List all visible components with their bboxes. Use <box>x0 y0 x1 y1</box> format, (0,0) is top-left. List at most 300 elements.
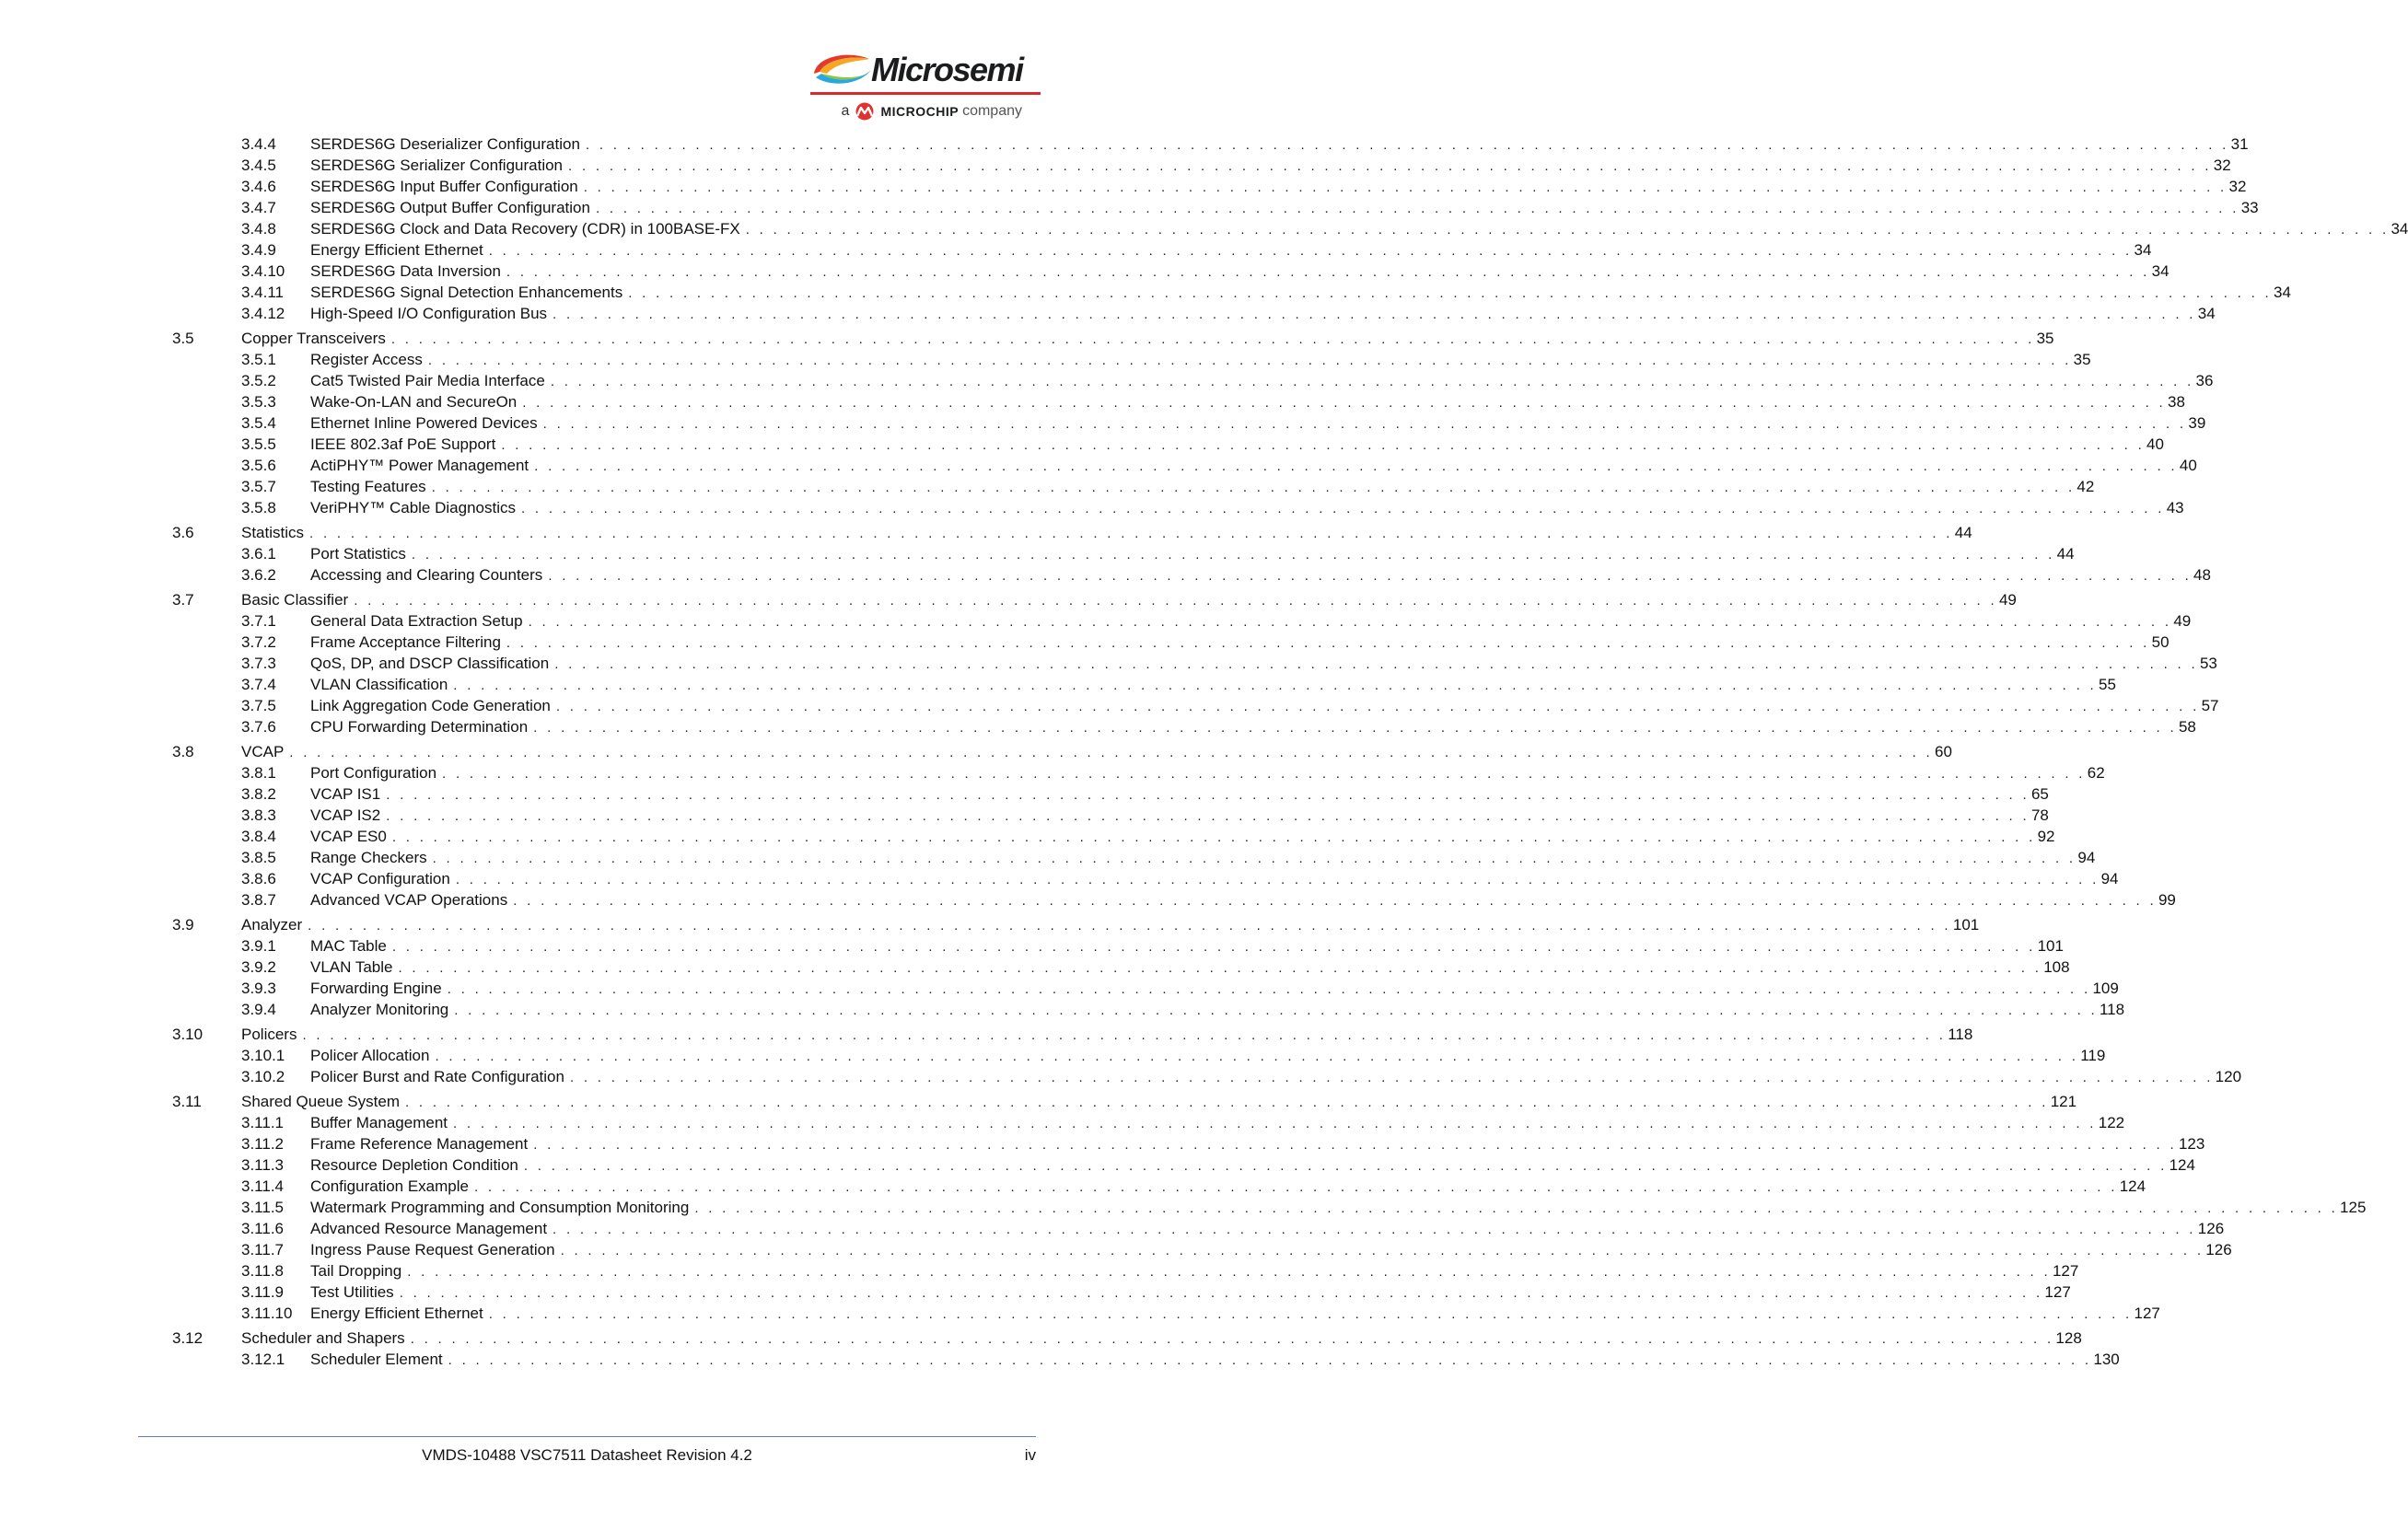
toc-dot-leader: . . . . . . . . . . . . . . . . . . . . . . . . . . . . . . . . . . . . . . . . . . . . . . . . . . . . . . . . . . . . . . . . . . . . . . . . . . . . . . . . . . . . . . . . . . . . . . . . . . . . . . . . . . . . . . . . . . . . . . . . <box>542 416 2187 432</box>
toc-entry-page[interactable]: 92 <box>2037 828 2055 845</box>
toc-entry-title[interactable]: Test Utilities <box>310 1283 394 1301</box>
toc-dot-leader: . . . . . . . . . . . . . . . . . . . . . . . . . . . . . . . . . . . . . . . . . . . . . . . . . . . . . . . . . . . . . . . . . . . . . . . . . . . . . . . . . . . . . . . . . . . . . . . . . . . . . . . . . . . . . . . . . . . . . . . . <box>553 307 2196 322</box>
toc-dot-leader: . . . . . . . . . . . . . . . . . . . . . . . . . . . . . . . . . . . . . . . . . . . . . . . . . . . . . . . . . . . . . . . . . . . . . . . . . . . . . . . . . . . . . . . . . . . . . . . . . . . . . . . . . . . . . . . . . . . . . . . . <box>554 656 2198 672</box>
toc-entry-title[interactable]: IEEE 802.3af PoE Support <box>310 435 496 453</box>
toc-dot-leader: . . . . . . . . . . . . . . . . . . . . . . . . . . . . . . . . . . . . . . . . . . . . . . . . . . . . . . . . . . . . . . . . . . . . . . . . . . . . . . . . . . . . . . . . . . . . . . . . . . . . . . . . . . . . . . . . . . . . . . . . <box>442 766 2086 782</box>
toc-entry-line <box>310 434 2164 456</box>
toc-entry[interactable] <box>0 1045 2106 1066</box>
toc-entry-number: 3.10.1 <box>241 1047 285 1064</box>
toc-entry[interactable] <box>0 1218 2225 1239</box>
toc-entry-page[interactable]: 43 <box>2166 499 2184 516</box>
toc-entry[interactable] <box>0 914 1980 935</box>
toc-entry-title[interactable]: Policer Allocation <box>310 1047 430 1064</box>
toc-entry-title[interactable]: VLAN Table <box>310 958 393 976</box>
toc-entry[interactable] <box>0 391 2185 412</box>
toc-dot-leader: . . . . . . . . . . . . . . . . . . . . . . . . . . . . . . . . . . . . . . . . . . . . . . . . . . . . . . . . . . . . . . . . . . . . . . . . . . . . . . . . . . . . . . . . . . . . . . . . . . . . . . . . . . . . . . . . . . . . . . . . <box>386 787 2030 803</box>
toc-dot-leader: . . . . . . . . . . . . . . . . . . . . . . . . . . . . . . . . . . . . . . . . . . . . . . . . . . . . . . . . . . . . . . . . . . . . . . . . . . . . . . . . . . . . . . . . . . . . . . . . . . . . . . . . . . . . . . . . . . . . . . . . <box>411 547 2055 562</box>
toc-entry-number: 3.9 <box>172 916 194 933</box>
toc-entry[interactable] <box>0 133 2249 155</box>
toc-entry-line <box>310 783 2049 806</box>
toc-entry-line <box>310 1154 2195 1177</box>
toc-entry-title[interactable]: Advanced Resource Management <box>310 1220 548 1237</box>
toc-dot-leader: . . . . . . . . . . . . . . . . . . . . . . . . . . . . . . . . . . . . . . . . . . . . . . . . . . . . . . . . . . . . . . . . . . . . . . . . . . . . . . . . . . . . . . . . . . . . . . . . . . . . . . . . . . . . . . . . . . . . . . . . <box>473 1179 2118 1195</box>
toc-entry-number: 3.8.7 <box>241 891 276 909</box>
toc-entry-page[interactable]: 121 <box>2050 1093 2077 1110</box>
toc-entry-line <box>310 218 2408 240</box>
toc-entry-line <box>310 1112 2125 1134</box>
toc-dot-leader: . . . . . . . . . . . . . . . . . . . . . . . . . . . . . . . . . . . . . . . . . . . . . . . . . . . . . . . . . . . . . . . . . . . . . . . . . . . . . . . . . . . . . . . . . . . . . . . . . . . . . . . . . . . . . . . . . . . . . . . . <box>595 201 2239 216</box>
toc-entry-page[interactable]: 123 <box>2178 1135 2205 1153</box>
toc-entry-line <box>310 1303 2160 1325</box>
tagline-suffix: company <box>962 103 1022 119</box>
toc-entry-number: 3.6.2 <box>241 566 276 584</box>
toc-entry[interactable] <box>0 783 2049 805</box>
toc-entry-title[interactable]: ActiPHY™ Power Management <box>310 457 529 474</box>
toc-dot-leader: . . . . . . . . . . . . . . . . . . . . . . . . . . . . . . . . . . . . . . . . . . . . . . . . . . . . . . . . . . . . . . . . . . . . . . . . . . . . . . . . . . . . . . . . . . . . . . . . . . . . . . . . . . . . . . . . . . . . . . . . <box>513 893 2157 909</box>
toc-entry-page[interactable]: 31 <box>2230 135 2249 153</box>
toc-entry-title[interactable]: Register Access <box>310 351 423 368</box>
toc-dot-leader: . . . . . . . . . . . . . . . . . . . . . . . . . . . . . . . . . . . . . . . . . . . . . . . . . . . . . . . . . . . . . . . . . . . . . . . . . . . . . . . . . . . . . . . . . . . . . . . . . . . . . . . . . . . . . . . . . . . . . . . . <box>407 1264 2051 1280</box>
toc-dot-leader: . . . . . . . . . . . . . . . . . . . . . . . . . . . . . . . . . . . . . . . . . . . . . . . . . . . . . . . . . . . . . . . . . . . . . . . . . . . . . . . . . . . . . . . . . . . . . . . . . . . . . . . . . . . . . . . . . . . . . . . . <box>534 458 2178 474</box>
toc-entry-title[interactable]: Analyzer Monitoring <box>310 1001 449 1018</box>
toc-dot-leader: . . . . . . . . . . . . . . . . . . . . . . . . . . . . . . . . . . . . . . . . . . . . . . . . . . . . . . . . . . . . . . . . . . . . . . . . . . . . . . . . . . . . . . . . . . . . . . . . . . . . . . . . . . . . . . . . . . . . . . . . <box>447 981 2091 997</box>
toc-entry-number: 3.8.1 <box>241 764 276 782</box>
toc-entry-line <box>310 695 2219 717</box>
toc-entry-page[interactable]: 53 <box>2199 655 2217 672</box>
toc-entry-page[interactable]: 62 <box>2087 764 2105 782</box>
toc-entry-page[interactable]: 34 <box>2134 241 2152 259</box>
toc-entry-title[interactable]: Energy Efficient Ethernet <box>310 1304 483 1322</box>
toc-entry-line <box>310 497 2184 519</box>
toc-dot-leader: . . . . . . . . . . . . . . . . . . . . . . . . . . . . . . . . . . . . . . . . . . . . . . . . . . . . . . . . . . . . . . . . . . . . . . . . . . . . . . . . . . . . . . . . . . . . . . . . . . . . . . . . . . . . . . . . . . . . . . . . <box>354 593 1997 609</box>
toc-entry-title[interactable]: QoS, DP, and DSCP Classification <box>310 655 550 672</box>
toc-entry-line <box>310 610 2192 632</box>
toc-entry-title[interactable]: Range Checkers <box>310 849 427 866</box>
toc-entry-line <box>310 303 2216 325</box>
toc-entry-number: 3.11.8 <box>241 1262 285 1280</box>
toc-entry-line <box>310 889 2176 911</box>
toc-entry-page[interactable]: 128 <box>2055 1329 2082 1347</box>
toc-entry-page[interactable]: 130 <box>2093 1351 2120 1368</box>
toc-entry[interactable] <box>0 282 2291 303</box>
toc-entry-line <box>310 957 2070 979</box>
toc-entry[interactable] <box>0 349 2091 370</box>
toc-entry-title[interactable]: Scheduler and Shapers <box>241 1329 405 1347</box>
toc-entry-line <box>310 1349 2120 1371</box>
toc-entry-page[interactable]: 36 <box>2195 372 2214 389</box>
toc-entry-line <box>241 522 1972 544</box>
toc-entry-number: 3.8.2 <box>241 785 276 803</box>
toc-entry[interactable] <box>0 1303 2160 1324</box>
toc-entry-page[interactable]: 94 <box>2077 849 2096 866</box>
toc-entry-number: 3.7.6 <box>241 718 276 736</box>
toc-entry-number: 3.4.6 <box>241 178 276 195</box>
microchip-icon <box>853 102 877 121</box>
toc-entry-line <box>241 741 1952 763</box>
toc-entry-line <box>310 176 2247 198</box>
toc-entry-number: 3.8 <box>172 743 194 760</box>
toc-entry-line <box>310 716 2196 738</box>
toc-entry[interactable] <box>0 1091 2077 1112</box>
toc-entry[interactable] <box>0 695 2219 716</box>
toc-entry[interactable] <box>0 889 2176 910</box>
toc-entry-number: 3.5.5 <box>241 435 276 453</box>
toc-entry-title[interactable]: VCAP IS2 <box>310 806 381 824</box>
toc-entry-title[interactable]: Ethernet Inline Powered Devices <box>310 414 538 432</box>
toc-dot-leader: . . . . . . . . . . . . . . . . . . . . . . . . . . . . . . . . . . . . . . . . . . . . . . . . . . . . . . . . . . . . . . . . . . . . . . . . . . . . . . . . . . . . . . . . . . . . . . . . . . . . . . . . . . . . . . . . . . . . . . . . <box>745 222 2390 238</box>
toc-entry-line <box>310 1218 2225 1240</box>
toc-entry-page[interactable]: 32 <box>2213 157 2231 174</box>
toc-entry-line <box>310 999 2125 1021</box>
footer-divider <box>138 1436 1036 1437</box>
toc-entry-page[interactable]: 35 <box>2036 330 2054 347</box>
toc-entry-line <box>310 805 2049 827</box>
toc-entry[interactable] <box>0 328 2054 349</box>
toc-entry-page[interactable]: 124 <box>2119 1177 2146 1195</box>
toc-entry-line <box>241 1091 2077 1113</box>
toc-entry-page[interactable]: 99 <box>2158 891 2176 909</box>
toc-entry-page[interactable]: 57 <box>2201 697 2219 714</box>
toc-entry-title[interactable]: Configuration Example <box>310 1177 469 1195</box>
toc-entry[interactable] <box>0 589 2017 610</box>
toc-entry-title[interactable]: VLAN Classification <box>310 676 448 693</box>
toc-dot-leader: . . . . . . . . . . . . . . . . . . . . . . . . . . . . . . . . . . . . . . . . . . . . . . . . . . . . . . . . . . . . . . . . . . . . . . . . . . . . . . . . . . . . . . . . . . . . . . . . . . . . . . . . . . . . . . . . . . . . . . . . <box>390 331 2035 347</box>
toc-dot-leader: . . . . . . . . . . . . . . . . . . . . . . . . . . . . . . . . . . . . . . . . . . . . . . . . . . . . . . . . . . . . . . . . . . . . . . . . . . . . . . . . . . . . . . . . . . . . . . . . . . . . . . . . . . . . . . . . . . . . . . . . <box>520 501 2165 516</box>
toc-entry[interactable] <box>0 632 2170 653</box>
toc-entry-title[interactable]: Advanced VCAP Operations <box>310 891 508 909</box>
toc-entry-number: 3.4.7 <box>241 199 276 216</box>
toc-entry-page[interactable]: 126 <box>2205 1241 2232 1258</box>
toc-entry-line <box>310 370 2214 392</box>
toc-entry-line <box>310 1066 2242 1088</box>
toc-entry-line <box>241 589 2017 611</box>
toc-entry-title[interactable]: Basic Classifier <box>241 591 349 609</box>
toc-entry-line <box>310 653 2217 675</box>
toc-entry-number: 3.9.2 <box>241 958 276 976</box>
toc-entry-title[interactable]: Link Aggregation Code Generation <box>310 697 551 714</box>
toc-entry-page[interactable]: 108 <box>2043 958 2070 976</box>
toc-entry[interactable] <box>0 497 2184 518</box>
toc-entry-page[interactable]: 34 <box>2151 262 2170 280</box>
toc-entry-page[interactable]: 34 <box>2391 220 2408 238</box>
toc-entry[interactable] <box>0 1328 2082 1349</box>
toc-entry-number: 3.4.8 <box>241 220 276 238</box>
toc-entry[interactable] <box>0 455 2197 476</box>
toc-entry-page[interactable]: 94 <box>2100 870 2119 887</box>
toc-entry-number: 3.11.2 <box>241 1135 285 1153</box>
toc-entry-number: 3.10 <box>172 1026 204 1043</box>
toc-entry[interactable] <box>0 999 2125 1020</box>
toc-entry-page[interactable]: 34 <box>2197 305 2216 322</box>
toc-dot-leader: . . . . . . . . . . . . . . . . . . . . . . . . . . . . . . . . . . . . . . . . . . . . . . . . . . . . . . . . . . . . . . . . . . . . . . . . . . . . . . . . . . . . . . . . . . . . . . . . . . . . . . . . . . . . . . . . . . . . . . . . <box>533 720 2177 736</box>
toc-dot-leader: . . . . . . . . . . . . . . . . . . . . . . . . . . . . . . . . . . . . . . . . . . . . . . . . . . . . . . . . . . . . . . . . . . . . . . . . . . . . . . . . . . . . . . . . . . . . . . . . . . . . . . . . . . . . . . . . . . . . . . . . <box>555 699 2200 714</box>
toc-entry-page[interactable]: 40 <box>2179 457 2197 474</box>
toc-entry[interactable] <box>0 1024 1973 1045</box>
toc-dot-leader: . . . . . . . . . . . . . . . . . . . . . . . . . . . . . . . . . . . . . . . . . . . . . . . . . . . . . . . . . . . . . . . . . . . . . . . . . . . . . . . . . . . . . . . . . . . . . . . . . . . . . . . . . . . . . . . . . . . . . . . . <box>391 939 2036 955</box>
toc-entry[interactable] <box>0 543 2075 564</box>
toc-entry-line <box>310 978 2119 1000</box>
toc-entry[interactable] <box>0 805 2049 826</box>
toc-entry-number: 3.11.7 <box>241 1241 285 1258</box>
toc-entry-number: 3.4.10 <box>241 262 285 280</box>
toc-entry-page[interactable]: 125 <box>2340 1199 2367 1216</box>
toc-dot-leader: . . . . . . . . . . . . . . . . . . . . . . . . . . . . . . . . . . . . . . . . . . . . . . . . . . . . . . . . . . . . . . . . . . . . . . . . . . . . . . . . . . . . . . . . . . . . . . . . . . . . . . . . . . . . . . . . . . . . . . . . <box>455 872 2100 887</box>
toc-entry-title[interactable]: High-Speed I/O Configuration Bus <box>310 305 548 322</box>
toc-entry-number: 3.12.1 <box>241 1351 285 1368</box>
toc-entry-page[interactable]: 44 <box>1954 524 1972 541</box>
toc-entry-number: 3.8.4 <box>241 828 276 845</box>
toc-dot-leader: . . . . . . . . . . . . . . . . . . . . . . . . . . . . . . . . . . . . . . . . . . . . . . . . . . . . . . . . . . . . . . . . . . . . . . . . . . . . . . . . . . . . . . . . . . . . . . . . . . . . . . . . . . . . . . . . . . . . . . . . <box>289 745 1934 760</box>
toc-entry-title[interactable]: Testing Features <box>310 478 426 495</box>
toc-entry[interactable] <box>0 610 2192 632</box>
toc-entry-title[interactable]: Analyzer <box>241 916 303 933</box>
toc-entry-line <box>241 1328 2082 1350</box>
toc-entry-title[interactable]: Wake-On-LAN and SecureOn <box>310 393 518 411</box>
toc-entry-line <box>310 261 2170 283</box>
toc-entry-page[interactable]: 34 <box>2273 284 2291 301</box>
toc-entry-number: 3.11.9 <box>241 1283 285 1301</box>
toc-entry[interactable] <box>0 762 2105 783</box>
toc-dot-leader: . . . . . . . . . . . . . . . . . . . . . . . . . . . . . . . . . . . . . . . . . . . . . . . . . . . . . . . . . . . . . . . . . . . . . . . . . . . . . . . . . . . . . . . . . . . . . . . . . . . . . . . . . . . . . . . . . . . . . . . . <box>453 1116 2097 1131</box>
toc-entry-line <box>310 868 2119 890</box>
toc-entry-title[interactable]: Frame Reference Management <box>310 1135 529 1153</box>
toc-dot-leader: . . . . . . . . . . . . . . . . . . . . . . . . . . . . . . . . . . . . . . . . . . . . . . . . . . . . . . . . . . . . . . . . . . . . . . . . . . . . . . . . . . . . . . . . . . . . . . . . . . . . . . . . . . . . . . . . . . . . . . . . <box>560 1243 2204 1258</box>
toc-entry[interactable] <box>0 197 2259 218</box>
toc-entry-number: 3.9.4 <box>241 1001 276 1018</box>
tagline-prefix: a <box>841 103 850 119</box>
toc-entry-title[interactable]: VCAP ES0 <box>310 828 387 845</box>
toc-entry-title[interactable]: Statistics <box>241 524 305 541</box>
toc-entry-page[interactable]: 101 <box>2037 937 2064 955</box>
toc-dot-leader: . . . . . . . . . . . . . . . . . . . . . . . . . . . . . . . . . . . . . . . . . . . . . . . . . . . . . . . . . . . . . . . . . . . . . . . . . . . . . . . . . . . . . . . . . . . . . . . . . . . . . . . . . . . . . . . . . . . . . . . . <box>506 264 2150 280</box>
toc-entry[interactable] <box>0 412 2206 434</box>
toc-entry[interactable] <box>0 370 2214 391</box>
toc-entry[interactable] <box>0 674 2116 695</box>
toc-dot-leader: . . . . . . . . . . . . . . . . . . . . . . . . . . . . . . . . . . . . . . . . . . . . . . . . . . . . . . . . . . . . . . . . . . . . . . . . . . . . . . . . . . . . . . . . . . . . . . . . . . . . . . . . . . . . . . . . . . . . . . . . <box>694 1200 2339 1216</box>
toc-entry[interactable] <box>0 1176 2146 1197</box>
toc-entry-number: 3.9.3 <box>241 980 276 997</box>
toc-entry-page[interactable]: 32 <box>2228 178 2247 195</box>
toc-entry-page[interactable]: 60 <box>1935 743 1952 760</box>
toc-entry-title[interactable]: Copper Transceivers <box>241 330 386 347</box>
toc-entry-page[interactable]: 109 <box>2092 980 2119 997</box>
toc-entry-title[interactable]: Ingress Pause Request Generation <box>310 1241 555 1258</box>
toc-entry-page[interactable]: 120 <box>2215 1068 2242 1085</box>
toc-entry-number: 3.5.1 <box>241 351 276 368</box>
toc-entry-page[interactable]: 118 <box>2099 1001 2125 1018</box>
toc-entry[interactable] <box>0 1197 2367 1218</box>
toc-entry-title[interactable]: SERDES6G Output Buffer Configuration <box>310 199 590 216</box>
toc-dot-leader: . . . . . . . . . . . . . . . . . . . . . . . . . . . . . . . . . . . . . . . . . . . . . . . . . . . . . . . . . . . . . . . . . . . . . . . . . . . . . . . . . . . . . . . . . . . . . . . . . . . . . . . . . . . . . . . . . . . . . . . . <box>488 243 2133 259</box>
toc-entry[interactable] <box>0 1154 2195 1176</box>
toc-entry[interactable] <box>0 155 2231 176</box>
toc-dot-leader: . . . . . . . . . . . . . . . . . . . . . . . . . . . . . . . . . . . . . . . . . . . . . . . . . . . . . . . . . . . . . . . . . . . . . . . . . . . . . . . . . . . . . . . . . . . . . . . . . . . . . . . . . . . . . . . . . . . . . . . . <box>533 1137 2177 1153</box>
toc-entry[interactable] <box>0 564 2211 586</box>
toc-entry-page[interactable]: 124 <box>2169 1156 2195 1174</box>
toc-entry-line <box>310 762 2105 784</box>
toc-entry-page[interactable]: 49 <box>1998 591 2017 609</box>
toc-entry[interactable] <box>0 847 2096 868</box>
toc-entry[interactable] <box>0 239 2152 261</box>
toc-entry-title[interactable]: SERDES6G Serializer Configuration <box>310 157 564 174</box>
toc-entry[interactable] <box>0 1281 2071 1303</box>
toc-entry-line <box>310 476 2095 498</box>
toc-dot-leader: . . . . . . . . . . . . . . . . . . . . . . . . . . . . . . . . . . . . . . . . . . . . . . . . . . . . . . . . . . . . . . . . . . . . . . . . . . . . . . . . . . . . . . . . . . . . . . . . . . . . . . . . . . . . . . . . . . . . . . . . <box>553 1222 2196 1237</box>
toc-entry[interactable] <box>0 261 2170 282</box>
toc-entry-page[interactable]: 38 <box>2167 393 2185 411</box>
toc-entry-page[interactable]: 118 <box>1948 1026 1973 1043</box>
toc-entry-number: 3.8.5 <box>241 849 276 866</box>
toc-entry-page[interactable]: 65 <box>2030 785 2049 803</box>
toc-entry[interactable] <box>0 434 2164 455</box>
toc-entry[interactable] <box>0 218 2408 239</box>
toc-entry-title[interactable]: General Data Extraction Setup <box>310 612 523 630</box>
toc-entry[interactable] <box>0 1349 2120 1370</box>
toc-entry-number: 3.6 <box>172 524 194 541</box>
toc-entry-title[interactable]: Watermark Programming and Consumption Monitoring <box>310 1199 690 1216</box>
toc-dot-leader: . . . . . . . . . . . . . . . . . . . . . . . . . . . . . . . . . . . . . . . . . . . . . . . . . . . . . . . . . . . . . . . . . . . . . . . . . . . . . . . . . . . . . . . . . . . . . . . . . . . . . . . . . . . . . . . . . . . . . . . . <box>404 1095 2049 1110</box>
toc-entry[interactable] <box>0 176 2247 197</box>
toc-entry-title[interactable]: Tail Dropping <box>310 1262 402 1280</box>
toc-entry-page[interactable]: 40 <box>2146 435 2164 453</box>
toc-entry-page[interactable]: 127 <box>2134 1304 2160 1322</box>
toc-dot-leader: . . . . . . . . . . . . . . . . . . . . . . . . . . . . . . . . . . . . . . . . . . . . . . . . . . . . . . . . . . . . . . . . . . . . . . . . . . . . . . . . . . . . . . . . . . . . . . . . . . . . . . . . . . . . . . . . . . . . . . . . <box>302 1027 1947 1043</box>
toc-entry-title[interactable]: VCAP IS1 <box>310 785 381 803</box>
toc-entry-number: 3.11.1 <box>241 1114 285 1131</box>
toc-dot-leader: . . . . . . . . . . . . . . . . . . . . . . . . . . . . . . . . . . . . . . . . . . . . . . . . . . . . . . . . . . . . . . . . . . . . . . . . . . . . . . . . . . . . . . . . . . . . . . . . . . . . . . . . . . . . . . . . . . . . . . . . <box>522 395 2166 411</box>
toc-entry[interactable] <box>0 1066 2242 1087</box>
toc-entry[interactable] <box>0 1112 2125 1133</box>
toc-entry-number: 3.5.7 <box>241 478 276 495</box>
toc-entry-title[interactable]: Forwarding Engine <box>310 980 442 997</box>
toc-entry-number: 3.11 <box>172 1093 202 1110</box>
toc-entry-title[interactable]: Frame Acceptance Filtering <box>310 633 501 651</box>
toc-entry-number: 3.11.10 <box>241 1304 293 1322</box>
toc-entry-title[interactable]: Scheduler Element <box>310 1351 443 1368</box>
toc-dot-leader: . . . . . . . . . . . . . . . . . . . . . . . . . . . . . . . . . . . . . . . . . . . . . . . . . . . . . . . . . . . . . . . . . . . . . . . . . . . . . . . . . . . . . . . . . . . . . . . . . . . . . . . . . . . . . . . . . . . . . . . . <box>427 353 2072 368</box>
toc-entry-title[interactable]: CPU Forwarding Determination <box>310 718 529 736</box>
toc-entry-number: 3.4.9 <box>241 241 276 259</box>
toc-dot-leader: . . . . . . . . . . . . . . . . . . . . . . . . . . . . . . . . . . . . . . . . . . . . . . . . . . . . . . . . . . . . . . . . . . . . . . . . . . . . . . . . . . . . . . . . . . . . . . . . . . . . . . . . . . . . . . . . . . . . . . . . <box>585 137 2229 153</box>
toc-entry[interactable] <box>0 868 2119 889</box>
toc-entry-title[interactable]: Port Configuration <box>310 764 437 782</box>
toc-entry-line <box>310 1133 2205 1155</box>
toc-entry-page[interactable]: 122 <box>2098 1114 2125 1131</box>
toc-entry-number: 3.8.6 <box>241 870 276 887</box>
toc-dot-leader: . . . . . . . . . . . . . . . . . . . . . . . . . . . . . . . . . . . . . . . . . . . . . . . . . . . . . . . . . . . . . . . . . . . . . . . . . . . . . . . . . . . . . . . . . . . . . . . . . . . . . . . . . . . . . . . . . . . . . . . . <box>435 1049 2079 1064</box>
toc-entry-page[interactable]: 101 <box>1952 916 1980 933</box>
toc-entry-title[interactable]: MAC Table <box>310 937 387 955</box>
toc-entry-title[interactable]: SERDES6G Signal Detection Enhancements <box>310 284 623 301</box>
toc-entry-line <box>310 455 2197 477</box>
toc-entry-line <box>310 826 2055 848</box>
toc-entry-title[interactable]: VCAP Configuration <box>310 870 450 887</box>
toc-entry-page[interactable]: 127 <box>2052 1262 2079 1280</box>
toc-entry[interactable] <box>0 957 2070 978</box>
toc-entry-title[interactable]: VCAP <box>241 743 285 760</box>
toc-entry-title[interactable]: SERDES6G Data Inversion <box>310 262 501 280</box>
toc-entry-title[interactable]: Policer Burst and Rate Configuration <box>310 1068 564 1085</box>
toc-entry-title[interactable]: Buffer Management <box>310 1114 448 1131</box>
toc-entry-page[interactable]: 50 <box>2151 633 2170 651</box>
toc-dot-leader: . . . . . . . . . . . . . . . . . . . . . . . . . . . . . . . . . . . . . . . . . . . . . . . . . . . . . . . . . . . . . . . . . . . . . . . . . . . . . . . . . . . . . . . . . . . . . . . . . . . . . . . . . . . . . . . . . . . . . . . . <box>523 1158 2168 1174</box>
toc-entry-number: 3.7.4 <box>241 676 276 693</box>
toc-entry-line <box>310 282 2291 304</box>
toc-entry[interactable] <box>0 716 2196 737</box>
toc-entry-line <box>310 935 2064 957</box>
toc-entry-line <box>241 1024 1973 1046</box>
toc-entry-title[interactable]: Port Statistics <box>310 545 406 562</box>
toc-entry-title[interactable]: VeriPHY™ Cable Diagnostics <box>310 499 516 516</box>
toc-dot-leader: . . . . . . . . . . . . . . . . . . . . . . . . . . . . . . . . . . . . . . . . . . . . . . . . . . . . . . . . . . . . . . . . . . . . . . . . . . . . . . . . . . . . . . . . . . . . . . . . . . . . . . . . . . . . . . . . . . . . . . . . <box>454 1003 2098 1018</box>
toc-entry[interactable] <box>0 935 2064 957</box>
toc-entry-page[interactable]: 35 <box>2073 351 2091 368</box>
toc-entry-page[interactable]: 55 <box>2099 676 2116 693</box>
toc-entry-page[interactable]: 58 <box>2178 718 2196 736</box>
toc-entry[interactable] <box>0 978 2119 999</box>
toc-dot-leader: . . . . . . . . . . . . . . . . . . . . . . . . . . . . . . . . . . . . . . . . . . . . . . . . . . . . . . . . . . . . . . . . . . . . . . . . . . . . . . . . . . . . . . . . . . . . . . . . . . . . . . . . . . . . . . . . . . . . . . . . <box>448 1352 2092 1368</box>
toc-entry[interactable] <box>0 303 2216 324</box>
footer-document-title: VMDS-10488 VSC7511 Datasheet Revision 4.2 <box>422 1446 752 1464</box>
toc-entry-page[interactable]: 44 <box>2056 545 2075 562</box>
toc-entry-page[interactable]: 119 <box>2080 1047 2106 1064</box>
toc-entry[interactable] <box>0 522 1972 543</box>
toc-entry-number: 3.10.2 <box>241 1068 285 1085</box>
toc-entry[interactable] <box>0 653 2217 674</box>
toc-entry-page[interactable]: 33 <box>2240 199 2259 216</box>
toc-entry-page[interactable]: 42 <box>2076 478 2095 495</box>
brand-name: Microsemi <box>871 51 1023 88</box>
toc-entry-page[interactable]: 126 <box>2197 1220 2225 1237</box>
toc-entry-title[interactable]: Resource Depletion Condition <box>310 1156 518 1174</box>
toc-entry[interactable] <box>0 741 1952 762</box>
toc-entry-page[interactable]: 49 <box>2173 612 2192 630</box>
toc-entry-title[interactable]: Cat5 Twisted Pair Media Interface <box>310 372 545 389</box>
toc-entry-title[interactable]: Energy Efficient Ethernet <box>310 241 483 259</box>
logo-divider <box>810 92 1041 95</box>
toc-entry-page[interactable]: 48 <box>2193 566 2211 584</box>
toc-dot-leader: . . . . . . . . . . . . . . . . . . . . . . . . . . . . . . . . . . . . . . . . . . . . . . . . . . . . . . . . . . . . . . . . . . . . . . . . . . . . . . . . . . . . . . . . . . . . . . . . . . . . . . . . . . . . . . . . . . . . . . . . <box>391 829 2036 845</box>
toc-entry-line <box>310 239 2152 261</box>
toc-entry-number: 3.12 <box>172 1329 204 1347</box>
toc-entry-title[interactable]: SERDES6G Clock and Data Recovery (CDR) in 100BASE-FX <box>310 220 740 238</box>
toc-dot-leader: . . . . . . . . . . . . . . . . . . . . . . . . . . . . . . . . . . . . . . . . . . . . . . . . . . . . . . . . . . . . . . . . . . . . . . . . . . . . . . . . . . . . . . . . . . . . . . . . . . . . . . . . . . . . . . . . . . . . . . . . <box>550 374 2194 389</box>
toc-entry-title[interactable]: Accessing and Clearing Counters <box>310 566 543 584</box>
toc-entry[interactable] <box>0 1260 2079 1281</box>
toc-dot-leader: . . . . . . . . . . . . . . . . . . . . . . . . . . . . . . . . . . . . . . . . . . . . . . . . . . . . . . . . . . . . . . . . . . . . . . . . . . . . . . . . . . . . . . . . . . . . . . . . . . . . . . . . . . . . . . . . . . . . . . . . <box>548 568 2193 584</box>
toc-entry-page[interactable]: 78 <box>2030 806 2049 824</box>
toc-entry-line <box>241 328 2054 350</box>
toc-entry[interactable] <box>0 476 2095 497</box>
toc-entry-page[interactable]: 127 <box>2044 1283 2071 1301</box>
toc-entry-number: 3.5.3 <box>241 393 276 411</box>
toc-dot-leader: . . . . . . . . . . . . . . . . . . . . . . . . . . . . . . . . . . . . . . . . . . . . . . . . . . . . . . . . . . . . . . . . . . . . . . . . . . . . . . . . . . . . . . . . . . . . . . . . . . . . . . . . . . . . . . . . . . . . . . . . <box>506 635 2150 651</box>
toc-entry[interactable] <box>0 1133 2205 1154</box>
toc-entry-line <box>310 1176 2146 1198</box>
toc-entry-number: 3.4.5 <box>241 157 276 174</box>
toc-entry-number: 3.4.12 <box>241 305 285 322</box>
toc-entry-line <box>310 133 2249 156</box>
toc-entry[interactable] <box>0 826 2055 847</box>
toc-entry-line <box>310 543 2075 565</box>
toc-entry-title[interactable]: SERDES6G Input Buffer Configuration <box>310 178 578 195</box>
toc-entry-title[interactable]: SERDES6G Deserializer Configuration <box>310 135 580 153</box>
toc-entry-page[interactable]: 39 <box>2188 414 2206 432</box>
toc-entry[interactable] <box>0 1239 2232 1260</box>
toc-entry-title[interactable]: Policers <box>241 1026 297 1043</box>
toc-entry-title[interactable]: Shared Queue System <box>241 1093 400 1110</box>
toc-entry-line <box>310 847 2096 869</box>
